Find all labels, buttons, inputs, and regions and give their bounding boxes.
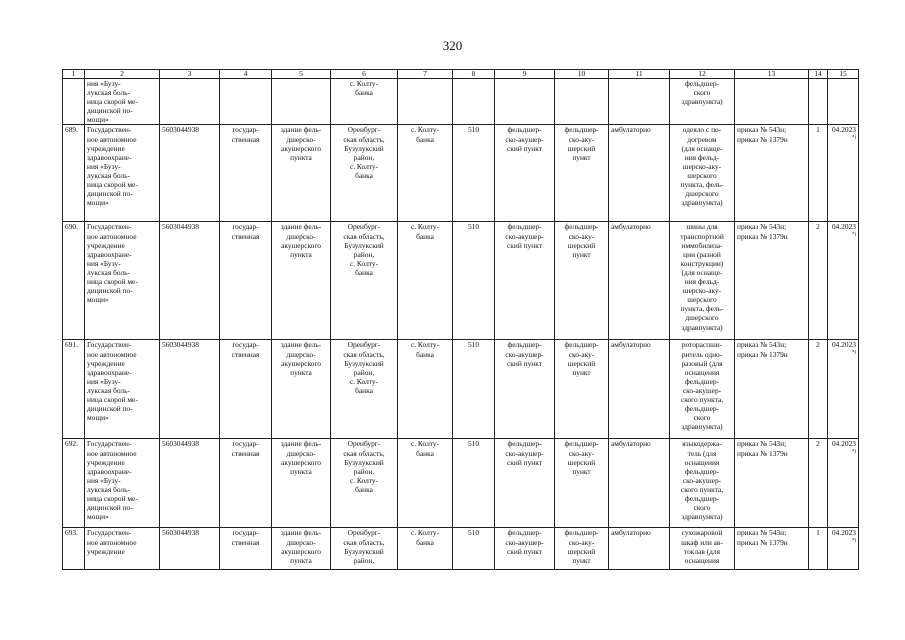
unit-type-cell — [495, 79, 555, 125]
unit-type-cell: фельдшер- ско-акушер- ский пункт — [495, 125, 555, 222]
row-index: 689. — [63, 125, 85, 222]
building-cell: здание фель- дшерско- акушерского пункта — [272, 222, 331, 340]
date-cell — [828, 439, 859, 528]
building-cell — [272, 79, 331, 125]
unit-cell: фельдшер- ско-аку- шерский пункт — [555, 439, 609, 528]
inn-cell — [160, 79, 220, 125]
equipment-cell: одеяло с по- догревом (для оснаще- ния фельд- шерско-аку- шерского пункта, фель- дшерского здравпункта) — [670, 125, 735, 222]
code-cell: 510 — [453, 340, 495, 439]
address-cell: Оренбург- ская область, Бузулукский район, с. Колту- банка — [331, 439, 398, 528]
address-cell: Оренбург- ская область, Бузулукский район, с. Колту- банка — [331, 222, 398, 340]
organization-name: Государствен- ное автономное учреждение здравоохране- ния «Бузу- лукская боль- ница скорой ме- дицинской по- мощи» — [85, 222, 160, 340]
code-cell: 510 — [453, 439, 495, 528]
table-row — [63, 79, 859, 125]
row-index — [63, 79, 85, 125]
quantity-cell: 1 — [809, 125, 828, 222]
address-cell: Оренбург- ская область, Бузулукский район, с. Колту- банка — [331, 340, 398, 439]
organization-name: Государствен- ное автономное учреждение здравоохране- ния «Бузу- лукская боль- ница скорой ме- дицинской по- мощи» — [85, 439, 160, 528]
care-type-cell: амбулаторно — [609, 528, 670, 570]
organization-name: ния «Бузу- лукская боль- ница скорой ме- дицинской по- мощи» — [85, 79, 160, 125]
ownership-cell: государ- ственная — [220, 439, 272, 528]
inn-cell: 5603044938 — [160, 528, 220, 570]
col-number: 14 — [809, 70, 828, 79]
locality-cell: с. Колту- банка — [398, 340, 453, 439]
unit-cell: фельдшер- ско-аку- шерский пункт — [555, 340, 609, 439]
ownership-cell — [220, 79, 272, 125]
table-row — [63, 528, 859, 570]
order-cell: приказ № 543н; приказ № 1379н — [735, 528, 809, 570]
order-cell: приказ № 543н; приказ № 1379н — [735, 340, 809, 439]
equipment-cell: сухожаровой шкаф или ав- токлав (для оснащения — [670, 528, 735, 570]
date-cell — [828, 125, 859, 222]
quantity-cell: 1 — [809, 528, 828, 570]
equipment-cell: ротораспши- ритель одно- разовый (для оснащения фельдшер- ско-акушер- ского пункта, фельдшер- ского здравпункта) — [670, 340, 735, 439]
table-row — [63, 340, 859, 439]
col-number: 12 — [670, 70, 735, 79]
date-cell — [828, 222, 859, 340]
date-cell — [828, 528, 859, 570]
inn-cell: 5603044938 — [160, 340, 220, 439]
unit-type-cell: фельдшер- ско-акушер- ский пункт — [495, 222, 555, 340]
equipment-cell: языкодержа- тель (для оснащения фельдшер- ско-акушер- ского пункта, фельдшер- ского здравпункта) — [670, 439, 735, 528]
inn-cell: 5603044938 — [160, 125, 220, 222]
page-number: 320 — [442, 38, 463, 53]
table-row — [63, 439, 859, 528]
organization-name: Государствен- ное автономное учреждение здравоохране- ния «Бузу- лукская боль- ница скорой ме- дицинской по- мощи» — [85, 125, 160, 222]
table-row — [63, 222, 859, 340]
col-number: 2 — [85, 70, 160, 79]
date-text: 04.2023 — [831, 222, 856, 232]
unit-cell — [555, 79, 609, 125]
col-number: 9 — [495, 70, 555, 79]
data-table — [62, 69, 859, 570]
row-index: 692. — [63, 439, 85, 528]
order-cell: приказ № 543н; приказ № 1379н — [735, 439, 809, 528]
row-index: 693. — [63, 528, 85, 570]
table-row — [63, 125, 859, 222]
row-index: 690. — [63, 222, 85, 340]
equipment-cell: фельдшер- ского здравпункта) — [670, 79, 735, 125]
col-number: 11 — [609, 70, 670, 79]
date-text: 04.2023 — [831, 340, 856, 350]
unit-type-cell: фельдшер- ско-акушер- ский пункт — [495, 439, 555, 528]
footnote-mark: *) — [851, 350, 856, 356]
footnote-mark: *) — [851, 449, 856, 455]
building-cell: здание фель- дшерско- акушерского пункта — [272, 125, 331, 222]
ownership-cell: государ- ственная — [220, 125, 272, 222]
organization-name: Государствен- ное автономное учреждение — [85, 528, 160, 570]
col-number: 6 — [331, 70, 398, 79]
quantity-cell: 2 — [809, 439, 828, 528]
quantity-cell — [809, 79, 828, 125]
date-cell — [828, 340, 859, 439]
date-cell — [828, 79, 859, 125]
footnote-mark: *) — [851, 232, 856, 238]
col-number: 7 — [398, 70, 453, 79]
footnote-mark: *) — [851, 135, 856, 141]
unit-cell: фельдшер- ско-аку- шерский пункт — [555, 222, 609, 340]
address-cell: с. Колту- банка — [331, 79, 398, 125]
care-type-cell: амбулаторно — [609, 340, 670, 439]
locality-cell: с. Колту- банка — [398, 439, 453, 528]
ownership-cell: государ- ственная — [220, 222, 272, 340]
unit-type-cell: фельдшер- ско-акушер- ский пункт — [495, 340, 555, 439]
col-number: 8 — [453, 70, 495, 79]
unit-cell: фельдшер- ско-аку- шерский пункт — [555, 125, 609, 222]
code-cell: 510 — [453, 222, 495, 340]
order-cell: приказ № 543н; приказ № 1379н — [735, 125, 809, 222]
building-cell: здание фель- дшерско- акушерского пункта — [272, 528, 331, 570]
row-index: 691. — [63, 340, 85, 439]
col-number: 10 — [555, 70, 609, 79]
date-text: 04.2023 — [831, 125, 856, 135]
equipment-cell: шины для транспортной иммобилиза- ции (разной конструкции) (для оснаще- ния фельд- шерско-аку- шерского пункта, фель- дшерского здравпункта) — [670, 222, 735, 340]
locality-cell: с. Колту- банка — [398, 528, 453, 570]
ownership-cell: государ- ственная — [220, 528, 272, 570]
col-number: 1 — [63, 70, 85, 79]
col-number: 5 — [272, 70, 331, 79]
order-cell — [735, 79, 809, 125]
ownership-cell: государ- ственная — [220, 340, 272, 439]
organization-name: Государствен- ное автономное учреждение здравоохране- ния «Бузу- лукская боль- ница скорой ме- дицинской по- мощи» — [85, 340, 160, 439]
inn-cell: 5603044938 — [160, 439, 220, 528]
building-cell: здание фель- дшерско- акушерского пункта — [272, 340, 331, 439]
care-type-cell: амбулаторно — [609, 439, 670, 528]
order-cell: приказ № 543н; приказ № 1379н — [735, 222, 809, 340]
quantity-cell: 2 — [809, 340, 828, 439]
unit-type-cell: фельдшер- ско-акушер- ский пункт — [495, 528, 555, 570]
footnote-mark: *) — [851, 538, 856, 544]
col-number: 4 — [220, 70, 272, 79]
code-cell: 510 — [453, 125, 495, 222]
care-type-cell: амбулаторно — [609, 125, 670, 222]
column-number-row — [63, 70, 859, 79]
building-cell: здание фель- дшерско- акушерского пункта — [272, 439, 331, 528]
code-cell: 510 — [453, 528, 495, 570]
col-number: 3 — [160, 70, 220, 79]
inn-cell: 5603044938 — [160, 222, 220, 340]
unit-cell: фельдшер- ско-аку- шерский пункт — [555, 528, 609, 570]
col-number: 13 — [735, 70, 809, 79]
address-cell: Оренбург- ская область, Бузулукский район, — [331, 528, 398, 570]
col-number: 15 — [828, 70, 859, 79]
locality-cell — [398, 79, 453, 125]
care-type-cell — [609, 79, 670, 125]
locality-cell: с. Колту- банка — [398, 222, 453, 340]
address-cell: Оренбург- ская область, Бузулукский район, с. Колту- банка — [331, 125, 398, 222]
code-cell — [453, 79, 495, 125]
date-text: 04.2023 — [831, 528, 856, 538]
care-type-cell: амбулаторно — [609, 222, 670, 340]
date-text: 04.2023 — [831, 439, 856, 449]
quantity-cell: 2 — [809, 222, 828, 340]
locality-cell: с. Колту- банка — [398, 125, 453, 222]
